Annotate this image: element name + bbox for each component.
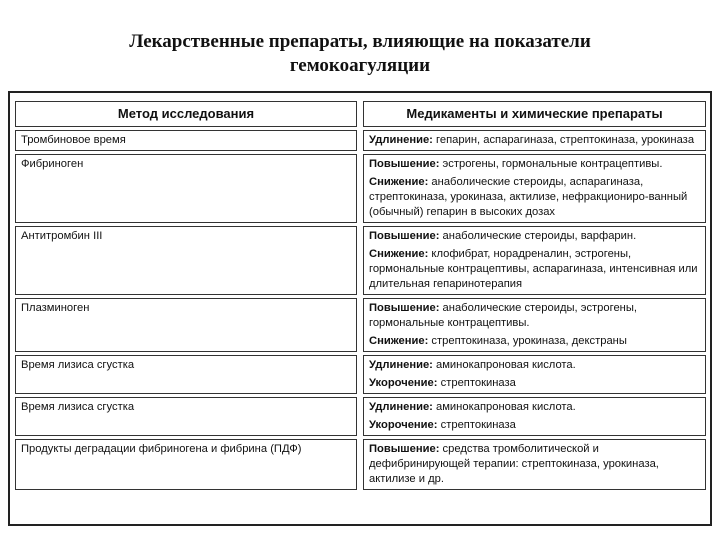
drugs-cell	[363, 154, 706, 223]
method-cell: Время лизиса сгустка	[15, 397, 357, 436]
effect-text: средства тромболитической и дефибринирующей терапии: стрептокиназа, урокиназа, актилизе и др.	[369, 443, 659, 485]
effect-line	[369, 229, 700, 244]
effect-line	[369, 376, 700, 391]
slide-title	[0, 30, 720, 78]
effect-text: анаболические стероиды, аспарагиназа, стрептокиназа, урокиназа, актилизе, нефракциониро-ванный (обычный) гепарин в высоких дозах	[369, 176, 688, 218]
drugs-cell	[363, 130, 706, 151]
effect-label: Снижение:	[369, 335, 429, 347]
effect-label: Повышение:	[369, 158, 440, 170]
table-row	[15, 154, 706, 223]
drugs-cell	[363, 397, 706, 436]
effect-label: Удлинение:	[369, 134, 433, 146]
effect-text: стрептокиназа, урокиназа, декстраны	[428, 335, 627, 347]
method-cell: Продукты деградации фибриногена и фибрина (ПДФ)	[15, 439, 357, 490]
effect-label: Повышение:	[369, 302, 440, 314]
effect-text: анаболические стероиды, эстрогены, гормональные контрацептивы.	[369, 302, 637, 329]
effect-line	[369, 418, 700, 433]
header-drugs: Медикаменты и химические препараты	[363, 101, 706, 127]
effect-label: Укорочение:	[369, 419, 438, 431]
drug-effects-table	[15, 98, 706, 493]
table-row	[15, 439, 706, 490]
method-cell: Время лизиса сгустка	[15, 355, 357, 394]
drugs-cell	[363, 226, 706, 295]
effect-line	[369, 358, 700, 373]
table-row	[15, 355, 706, 394]
effect-text: анаболические стероиды, варфарин.	[439, 230, 637, 242]
effect-line	[369, 334, 700, 349]
method-cell: Плазминоген	[15, 298, 357, 352]
method-cell: Антитромбин III	[15, 226, 357, 295]
drugs-cell	[363, 355, 706, 394]
method-cell: Фибриноген	[15, 154, 357, 223]
table-row	[15, 130, 706, 151]
table-row	[15, 397, 706, 436]
effect-text: эстрогены, гормональные контрацептивы.	[439, 158, 663, 170]
slide-title-line-2: гемокоагуляции	[289, 55, 431, 76]
effect-line	[369, 175, 700, 220]
effect-line	[369, 442, 700, 487]
effect-text: стрептокиназа	[437, 419, 516, 431]
table-row	[15, 226, 706, 295]
effect-text: гепарин, аспарагиназа, стрептокиназа, урокиназа	[432, 134, 695, 146]
table-frame	[8, 91, 712, 526]
effect-line	[369, 301, 700, 331]
effect-label: Укорочение:	[369, 377, 438, 389]
effect-text: аминокапроновая кислота.	[432, 359, 576, 371]
method-cell: Тромбиновое время	[15, 130, 357, 151]
table-header-row	[15, 101, 706, 127]
effect-text: клофибрат, норадреналин, эстрогены, гормональные контрацептивы, аспарагиназа, интенсивная или длительная гепаринотерапия	[369, 248, 698, 290]
effect-label: Повышение:	[369, 230, 440, 242]
effect-line	[369, 133, 700, 148]
effect-label: Снижение:	[369, 248, 429, 260]
slide-title-line-1: Лекарственные препараты, влияющие на показатели	[129, 31, 591, 52]
drugs-cell	[363, 439, 706, 490]
effect-label: Удлинение:	[369, 359, 433, 371]
header-method: Метод исследования	[15, 101, 357, 127]
table-row	[15, 298, 706, 352]
effect-line	[369, 400, 700, 415]
table-body	[15, 130, 706, 490]
effect-line	[369, 157, 700, 172]
effect-text: аминокапроновая кислота.	[432, 401, 576, 413]
effect-line	[369, 247, 700, 292]
effect-label: Удлинение:	[369, 401, 433, 413]
effect-label: Повышение:	[369, 443, 440, 455]
effect-label: Снижение:	[369, 176, 429, 188]
drugs-cell	[363, 298, 706, 352]
effect-text: стрептокиназа	[437, 377, 516, 389]
